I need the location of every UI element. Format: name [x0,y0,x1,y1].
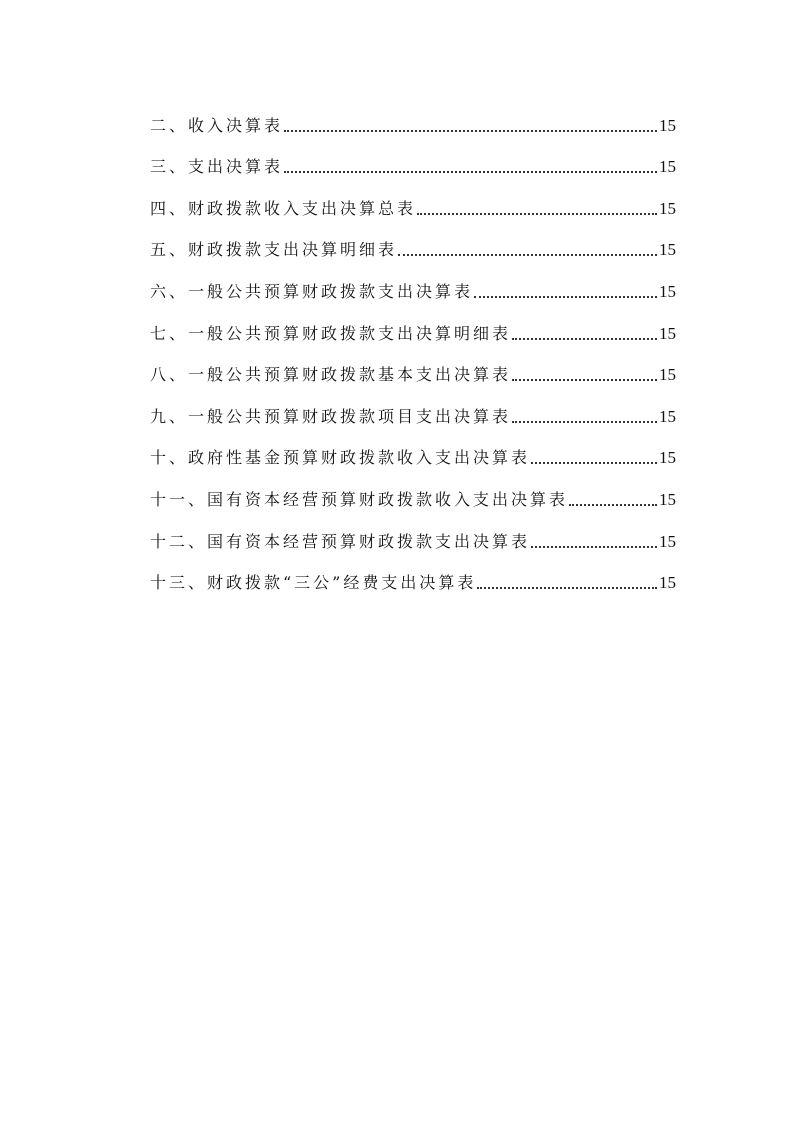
toc-entry-page-number: 15 [659,281,676,301]
toc-entry-page-number: 15 [659,157,676,177]
toc-entry-label: 六、一般公共预算财政拨款支出决算表 [150,281,474,301]
toc-dot-leader [512,379,657,381]
toc-entry-label: 三、支出决算表 [150,157,284,177]
toc-dot-leader [531,546,657,548]
toc-entry-page-number: 15 [659,406,676,426]
toc-entry[interactable] [150,185,676,227]
toc-dot-leader [531,462,657,464]
toc-entry-label: 五、财政拨款支出决算明细表 [150,240,398,260]
toc-entry-label: 四、财政拨款收入支出决算总表 [150,198,417,218]
toc-entry-page-number: 15 [659,240,676,260]
toc-entry-page-number: 15 [659,115,676,135]
toc-entry-label: 十、政府性基金预算财政拨款收入支出决算表 [150,448,531,468]
toc-entry-label: 十一、国有资本经营预算财政拨款收入支出决算表 [150,489,569,509]
toc-entry[interactable] [150,560,676,602]
toc-entry[interactable] [150,352,676,394]
toc-entry-page-number: 15 [659,365,676,385]
toc-dot-leader [477,587,657,589]
toc-entry-page-number: 15 [659,531,676,551]
toc-entry-label: 十三、财政拨款“三公”经费支出决算表 [150,573,477,593]
toc-entry-page-number: 15 [659,489,676,509]
toc-entry[interactable] [150,227,676,269]
toc-entry-page-number: 15 [659,323,676,343]
toc-entry-label: 八、一般公共预算财政拨款基本支出决算表 [150,365,512,385]
toc-entry[interactable] [150,393,676,435]
toc-dot-leader [284,171,657,173]
toc-entry[interactable] [150,144,676,186]
toc-entry[interactable] [150,435,676,477]
toc-dot-leader [569,504,657,506]
toc-entry[interactable] [150,102,676,144]
toc-entry-label: 二、收入决算表 [150,115,284,135]
toc-dot-leader [398,254,657,256]
toc-entry-label: 九、一般公共预算财政拨款项目支出决算表 [150,406,512,426]
toc-entry-label: 十二、国有资本经营预算财政拨款支出决算表 [150,531,531,551]
toc-entry[interactable] [150,476,676,518]
toc-entry-page-number: 15 [659,573,676,593]
toc-dot-leader [474,296,657,298]
toc-entry[interactable] [150,268,676,310]
table-of-contents [150,102,676,601]
toc-entry-label: 七、一般公共预算财政拨款支出决算明细表 [150,323,512,343]
toc-dot-leader [512,421,657,423]
toc-dot-leader [284,130,657,132]
toc-entry[interactable] [150,310,676,352]
toc-dot-leader [417,213,657,215]
toc-dot-leader [512,338,657,340]
toc-entry[interactable] [150,518,676,560]
toc-entry-page-number: 15 [659,198,676,218]
toc-entry-page-number: 15 [659,448,676,468]
